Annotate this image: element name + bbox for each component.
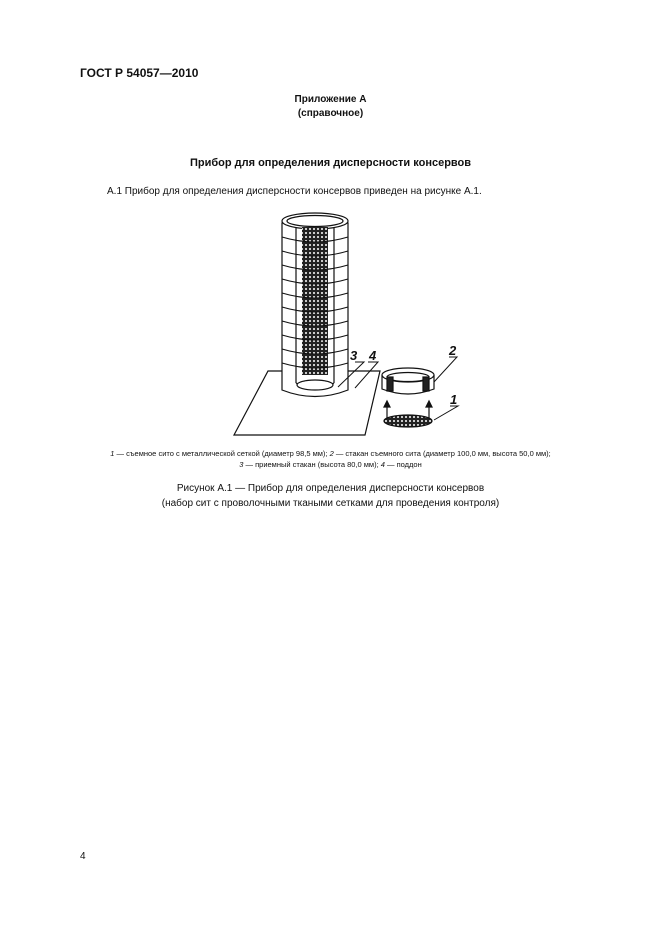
legend-line-1 bbox=[0, 448, 661, 459]
legend-text-3: — приемный стакан (высота 80,0 мм); bbox=[243, 460, 381, 469]
legend-line-2 bbox=[0, 459, 661, 470]
label-1: 1 bbox=[450, 392, 458, 407]
legend-text-2: — стакан съемного сита (диаметр 100,0 мм, высота 50,0 мм); bbox=[333, 449, 551, 458]
legend-num-2: 2 bbox=[329, 449, 334, 458]
document-header: ГОСТ Р 54057—2010 bbox=[80, 66, 199, 80]
page-number: 4 bbox=[80, 851, 86, 862]
legend-num-3: 3 bbox=[239, 460, 244, 469]
annex-title: Приложение А bbox=[294, 94, 367, 105]
sieve-stack bbox=[282, 213, 348, 397]
legend-num-4: 4 bbox=[380, 460, 385, 469]
figure-sieve-apparatus bbox=[220, 203, 480, 443]
sieve-mesh-disk bbox=[384, 415, 432, 427]
legend-text-4: — поддон bbox=[384, 460, 422, 469]
legend-text-1: — съемное сито с металлической сеткой (диаметр 98,5 мм); bbox=[114, 449, 330, 458]
sieve-cup bbox=[382, 368, 434, 394]
label-3: 3 bbox=[350, 348, 358, 363]
figure-legend bbox=[0, 448, 661, 470]
figure-caption: Рисунок А.1 — Прибор для определения дисперсности консервов bbox=[176, 483, 485, 494]
label-2: 2 bbox=[449, 343, 457, 358]
legend-num-1: 1 bbox=[110, 449, 115, 458]
section-title: Прибор для определения дисперсности консервов bbox=[189, 157, 472, 169]
figure-caption-note: (набор сит с проволочными ткаными сетками для проведения контроля) bbox=[161, 498, 500, 509]
label-4: 4 bbox=[369, 348, 377, 363]
paragraph-a1: А.1 Прибор для определения дисперсности консервов приведен на рисунке А.1. bbox=[107, 186, 482, 197]
annex-subtitle: (справочное) bbox=[297, 108, 364, 119]
